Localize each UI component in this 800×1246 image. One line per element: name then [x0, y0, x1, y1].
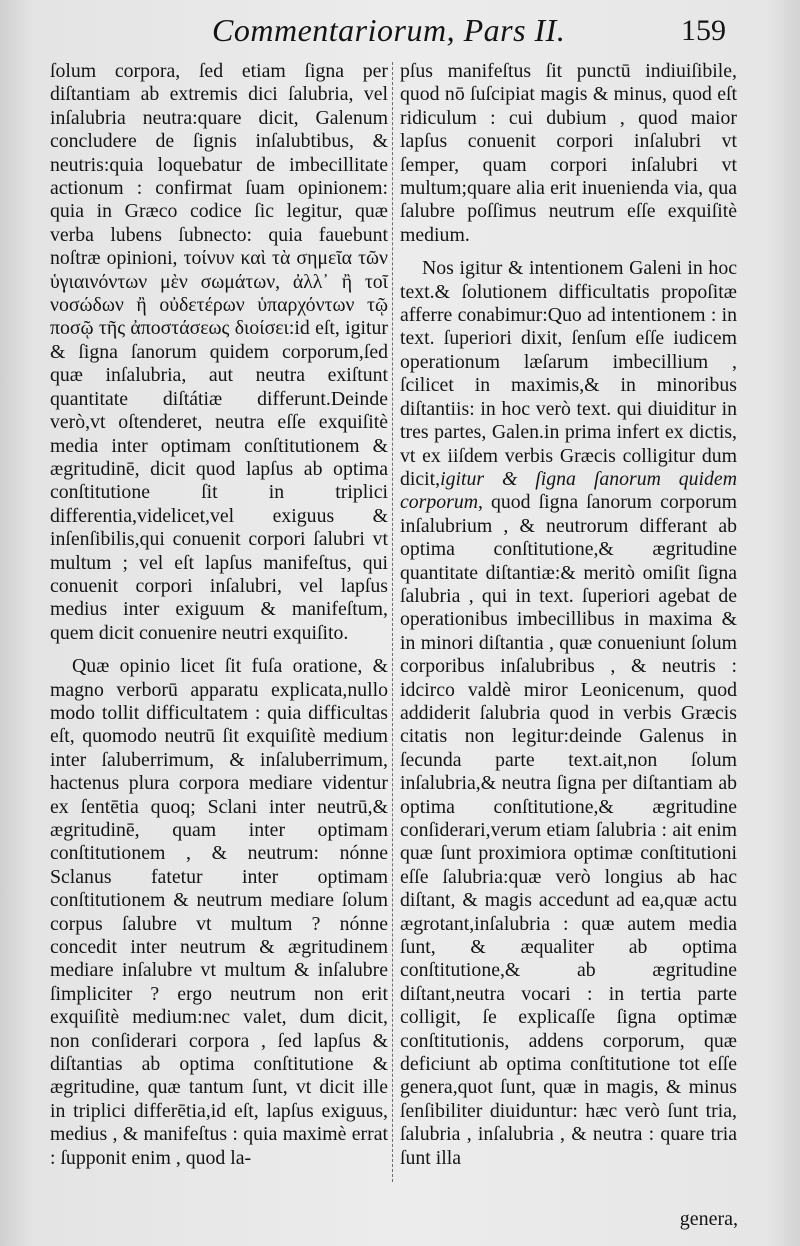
right-paragraph-1: pſus manifeſtus ſit punctū indiuiſibile, quod nō ſuſcipiat magis & minus, quod eſt ridiculum : cui dubium , quod maior lapſus conuenit corpori inſalubri vt ſemper, quam corpori inſalubri vt multum;quare alia erit inuenienda via, qua ſalubre poſſimus neutrum eſſe exquiſitè medium.	[400, 60, 737, 246]
page-number: 159	[681, 14, 726, 47]
right-paragraph-2-text-b: quod ſigna ſanorum corporum inſalubrium , & neutrorum differant ab optima conſtitutione,& ægritudine quantitate diſtantiæ:& meritò omiſit ſigna ſalubria , qui in text. ſuperiori agebat de operationibus imbecillibus in maxima & in minori diſtantia , quæ conueniunt ſolum corporibus inſalubribus , & neutris : idcirco valdè miror Leonicenum, quod addiderit ſalubria quod in verbis Græcis citatis non legitur:deinde Galenus in ſecunda parte text.ait,non ſolum inſalubria,& neutra ſigna per diſtantiam ab optima conſtitutione,& ægritudine conſiderari,verum etiam ſalubria : ait enim quæ ſunt proximiora optimæ conſtitutioni eſſe ſalubria:quæ verò longius ab hac diſtant, & magis accedunt ad ea,quæ actu ægrotant,inſalubria : quæ autem media ſunt, & æqualiter ab optima conſtitutione,& ab ægritudine diſtant,neutra vocari : in tertia parte colligit, ſe explicaſſe ſigna optimæ conſtitutionis, addens corporum, quæ deficiunt ab optima conſtitutione tot eſſe genera,quot ſunt, quæ in magis, & minus ſenſibiliter diuiduntur: hæc verò ſunt tria, ſalubria , inſalubria , & neutra : quare tria ſunt illa	[400, 491, 737, 1169]
running-title: Commentariorum, Pars II.	[212, 12, 566, 48]
right-paragraph-2-text-a: Nos igitur & intentionem Galeni in hoc text.& ſolutionem difficultatis propoſitæ afferre conabimur:Quo ad intentionem : in text. ſuperiori dixit, ſenſum eſſe iudicem operationum læſarum imbecillium , ſcilicet in maximis,& in minoribus diſtantiis: in hoc verò text. qui diuiditur in tres partes, Galen.in prima infert ex dictis, vt ex iiſdem verbis Græcis colligitur dum dicit,	[400, 257, 737, 490]
right-paragraph-2-italic-quote: igitur & ſigna ſanorum quidem corporum,	[400, 467, 737, 514]
right-column	[400, 60, 737, 1180]
catchword: genera,	[679, 1208, 738, 1230]
left-paragraph-1: ſolum corpora, ſed etiam ſigna per diſtantiam ab extremis dici ſalubria, vel inſalubria neutra:quare dicit, Galenum concludere de ſignis inſalubtibus, & neutris:quia loquebatur de imbecillitate actionum : confirmat ſuam opinionem: quia in Græco codice ſic legitur, quæ verba lubens ſubnecto: quia fauebunt noſtræ opinioni, τοίνυν καὶ τὰ σημεῖα τῶν ὑγιαινόντων μὲν σωμάτων, ἀλλ᾽ ἢ τοῖ νοσώδων ἢ οὐδετέρων ὑπαρχόντων τῷ ποσῷ τῆς ἀποστάσεως διοίσει:id eſt, igitur & ſigna ſanorum quidem corporum,ſed quæ inſalubria, aut neutra exiſtunt quantitate diſtátiæ differunt.Deinde verò,vt oſtenderet, neutra eſſe exquiſitè media inter optimam conſtitutionem & ægritudinē, dicit quod lapſus ab optima conſtitutione ſit in triplici differentia,videlicet,vel exiguus & inſenſibilis,qui conuenit corpori ſalubri vt multum ; vel eſt lapſus manifeſtus, qui conuenit corpori inſalubri, vel lapſus medius inter exiguum & manifeſtum, quem dicit conuenire neutri exquiſito.	[50, 60, 388, 644]
right-paragraph-2	[400, 257, 737, 1170]
left-column	[50, 60, 388, 1180]
column-divider	[392, 62, 394, 1182]
running-header	[0, 8, 800, 54]
left-paragraph-2: Quæ opinio licet ſit fuſa oratione, & magno verborū apparatu explicata,nullo modo tollit difficultatem : quia difficultas eſt, quomodo neutrū ſit exquiſitè medium inter ſaluberrimum, & inſaluberrimum, hactenus plura corpora mediare videntur ex ſentētia quoq; Sclani inter neutrū,& ægritudinē, quam inter optimam conſtitutionem , & neutrum: nónne Sclanus fatetur inter optimam conſtitutionem & neutrum mediare ſolum corpus ſalubre vt multum ? nónne concedit inter neutrum & ægritudinem mediare inſalubre vt multum & inſalubre ſimpliciter ? ergo neutrum non erit exquiſitè medium:nec valet, dum dicit, non conſiderari corpora , ſed lapſus & diſtantias ab optima conſtitutione & ægritudine, quæ tantum ſunt, vt dicit ille in triplici differētia,id eſt, lapſus exiguus, medius , & manifeſtus : quia maximè errat : ſupponit enim , quod la-	[50, 655, 388, 1169]
